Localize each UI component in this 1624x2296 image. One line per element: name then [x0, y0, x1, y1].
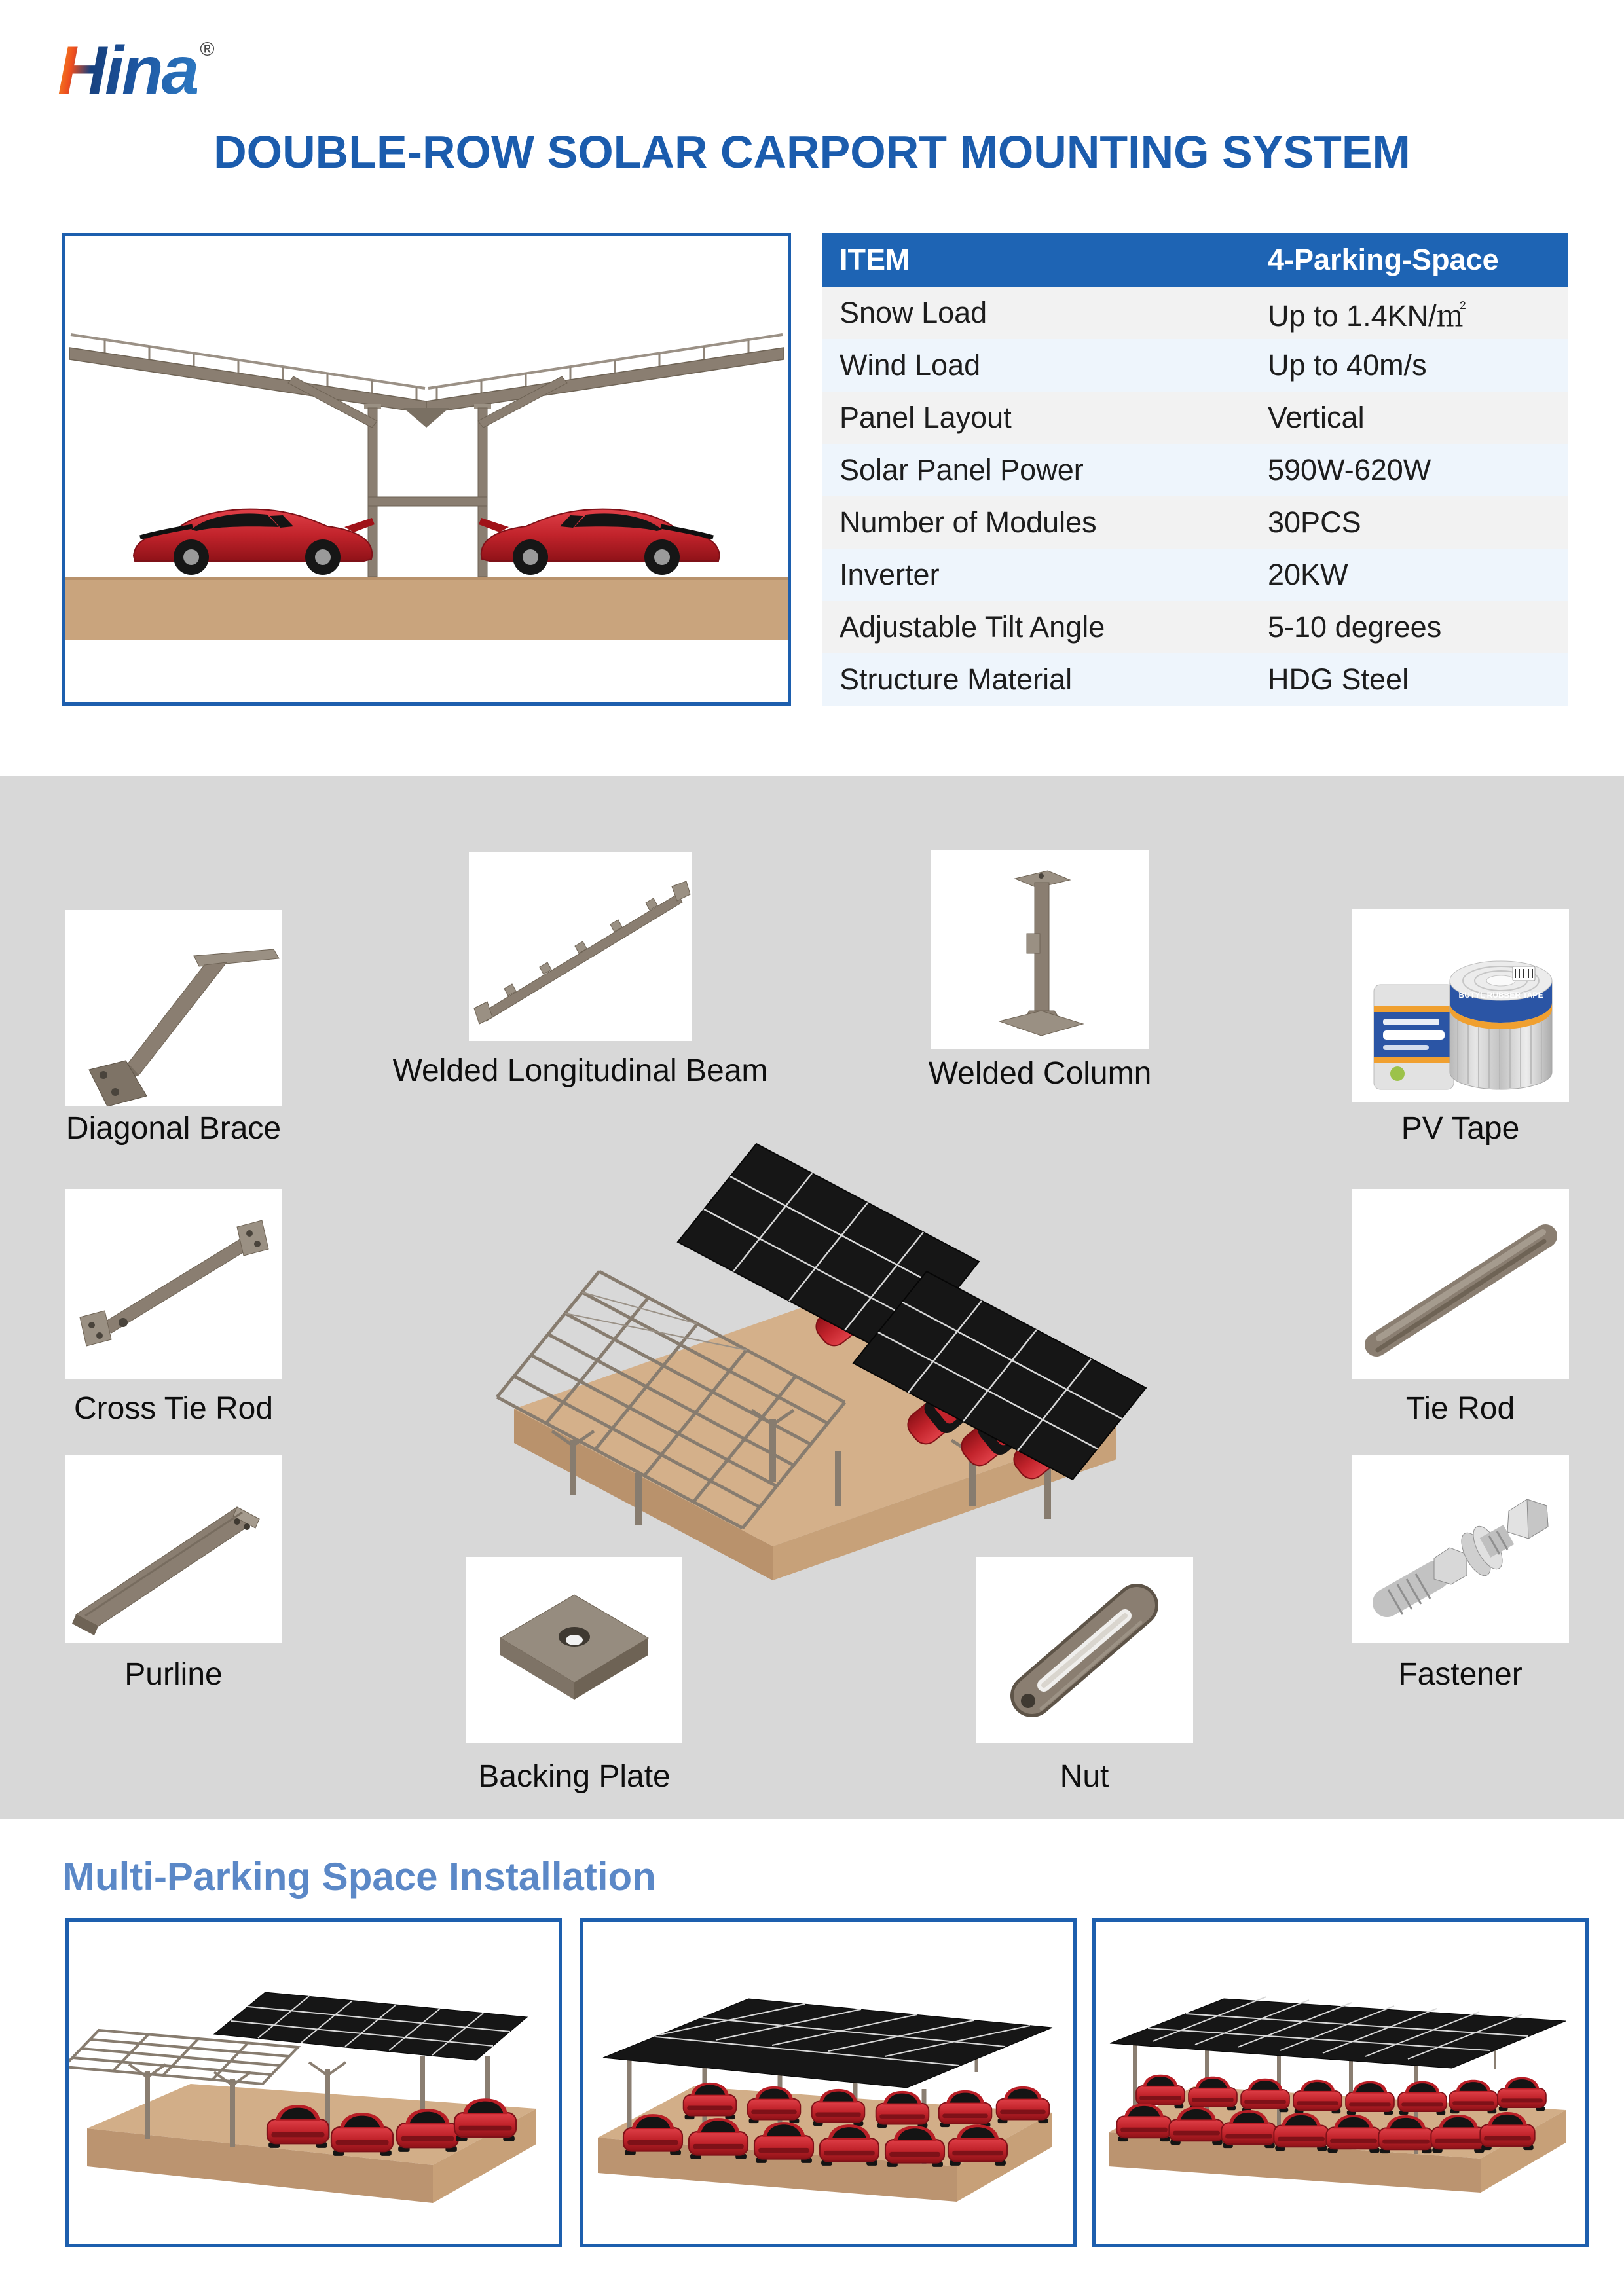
table-row	[822, 392, 1568, 444]
spec-label: Panel Layout	[840, 401, 1012, 434]
spec-label: Number of Modules	[840, 505, 1097, 539]
registered-trademark-icon: ®	[200, 39, 213, 60]
pv-tape-illustration	[1352, 909, 1569, 1102]
spec-value: 590W-620W	[1268, 453, 1431, 486]
installation-2-illustration	[583, 1922, 1067, 2237]
multi-parking-heading: Multi-Parking Space Installation	[62, 1855, 656, 1899]
spec-value: Up to 40m/s	[1268, 348, 1427, 382]
component-image-cross-tie-rod	[65, 1189, 282, 1379]
spec-label: Snow Load	[840, 296, 987, 329]
table-row	[822, 444, 1568, 496]
carport-isometric-illustration	[475, 1082, 1149, 1592]
table-row	[822, 653, 1568, 706]
component-label-purline: Purline	[124, 1657, 223, 1692]
component-label-diagonal-brace: Diagonal Brace	[65, 1111, 282, 1146]
spec-table	[822, 233, 1568, 706]
spec-value: Vertical	[1268, 401, 1365, 434]
component-label-welded-column: Welded Column	[928, 1056, 1152, 1091]
installation-image-1	[65, 1918, 562, 2247]
spec-label: Structure Material	[840, 663, 1073, 696]
pv-tape-label-text: BUTYL RUBBER TAPE	[1458, 991, 1543, 1000]
welded-longitudinal-beam-illustration	[469, 852, 692, 1041]
brand-logo-text: Hina	[58, 33, 198, 109]
component-label-backing-plate: Backing Plate	[478, 1759, 671, 1794]
table-row	[822, 287, 1568, 339]
table-row	[822, 549, 1568, 601]
installation-image-3	[1092, 1918, 1589, 2247]
table-row	[822, 601, 1568, 653]
installation-image-2	[580, 1918, 1077, 2247]
cross-tie-rod-illustration	[65, 1189, 282, 1379]
component-image-pv-tape	[1352, 909, 1569, 1102]
component-image-welded-column	[931, 850, 1149, 1049]
backing-plate-illustration	[466, 1557, 682, 1743]
page-title: DOUBLE-ROW SOLAR CARPORT MOUNTING SYSTEM	[213, 126, 1411, 177]
diagonal-brace-illustration	[65, 910, 282, 1106]
spec-label: Wind Load	[840, 348, 981, 382]
spec-value: HDG Steel	[1268, 663, 1409, 696]
spec-header-value: 4-Parking-Space	[1268, 243, 1499, 276]
purline-illustration	[65, 1455, 282, 1643]
spec-value: Up to 1.4KN/㎡	[1268, 299, 1466, 333]
carport-isometric-render	[475, 1082, 1149, 1592]
spec-value: 5-10 degrees	[1268, 610, 1442, 644]
spec-table-header	[822, 233, 1568, 287]
carport-side-view-illustration	[65, 236, 788, 702]
component-label-tie-rod: Tie Rod	[1405, 1391, 1515, 1426]
component-image-fastener	[1352, 1455, 1569, 1643]
spec-value: 20KW	[1268, 558, 1348, 591]
spec-label: Inverter	[840, 558, 940, 591]
component-label-cross-tie-rod: Cross Tie Rod	[73, 1391, 274, 1426]
component-image-diagonal-brace	[65, 910, 282, 1106]
component-label-welded-longitudinal-beam: Welded Longitudinal Beam	[392, 1053, 768, 1088]
slotted-nut-illustration	[976, 1557, 1193, 1743]
spec-value: 30PCS	[1268, 505, 1361, 539]
component-label-nut: Nut	[1060, 1759, 1109, 1794]
component-image-purline	[65, 1455, 282, 1643]
component-image-welded-longitudinal-beam	[469, 852, 692, 1041]
welded-column-illustration	[931, 850, 1149, 1049]
installation-1-illustration	[69, 1922, 552, 2237]
brand-logo	[58, 33, 213, 109]
spec-label: Solar Panel Power	[840, 453, 1084, 486]
installation-3-illustration	[1096, 1922, 1579, 2237]
tie-rod-illustration	[1352, 1189, 1569, 1379]
spec-header-item: ITEM	[840, 243, 910, 276]
component-image-tie-rod	[1352, 1189, 1569, 1379]
table-row	[822, 496, 1568, 549]
hero-carport-image	[62, 233, 791, 706]
spec-label: Adjustable Tilt Angle	[840, 610, 1105, 644]
component-image-nut	[976, 1557, 1193, 1743]
component-label-pv-tape: PV Tape	[1401, 1111, 1520, 1146]
component-label-fastener: Fastener	[1398, 1657, 1522, 1692]
table-row	[822, 339, 1568, 392]
component-image-backing-plate	[466, 1557, 682, 1743]
fastener-bolt-illustration	[1352, 1455, 1569, 1643]
